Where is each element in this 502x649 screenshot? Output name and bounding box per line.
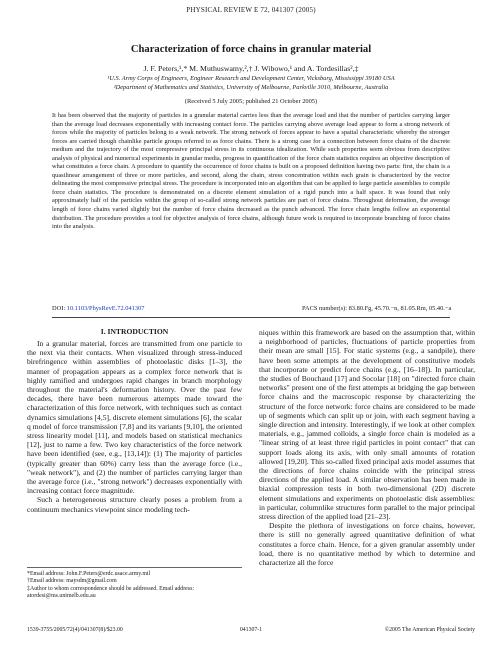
footnote-correspondence: ‡Author to whom correspondence should be addressed. Email address: atordesi@ms.unimelb.edu.au [27,585,195,600]
affiliation-1: ¹U.S. Army Corps of Engineers, Engineer Research and Development Center, Vicksburg, Mississippi 39180 USA [107,75,395,82]
left-column [27,327,242,514]
doi-link[interactable]: 10.1103/PhysRevE.72.041307 [66,305,145,312]
footer-issn: 1539-3755/2005/72(4)/041307(8)/$23.00 [27,627,123,633]
footnote-email-peters: *Email address: John.F.Peters@erdc.usace.army.mil [27,571,151,577]
section-heading: I. INTRODUCTION [100,327,169,336]
intro-paragraph-4: Despite the plethora of investigations on force chains, however, there is still no generally agreed quantitative definition of what constitutes a force chain. Hence, for a given granular assembly under load, there is no quantitative method by which to determine and characterize all the force [259,521,475,568]
right-column [259,328,475,567]
pacs-numbers: PACS number(s): 83.80.Fg, 45.70.−n, 81.05.Rm, 05.40.−a [302,305,452,312]
footer-copyright: ©2005 The American Physical Society [384,627,475,633]
intro-paragraph-2: Such a heterogeneous structure clearly poses a problem from a continuum mechanics viewpoint since modeling tech- [27,495,242,514]
footer-page-number: 041307-1 [239,627,263,633]
running-head: PHYSICAL REVIEW E 72, 041307 (2005) [186,6,316,14]
abstract: It has been observed that the majority of particles in a granular material carries less than the average load and that the number of particles carrying larger than the average load decreases exponentially with increasing contact force. The particles carrying above average load appear to form a strong network of forces while the majority of particles belong to a weak network. The strong network of forces appear to have a spatial characteristic whereby the stronger forces are carried though chainlike particle groups referred to as force chains. There is a strong case for a connection between force chains of the discrete medium and the trajectory of the most compressive principal stress in its continuous idealization. While such properties seem obvious from descriptive analysis of physical and numerical experiments in granular media, progress in quantification of the force chain statistics requires an objective description of what constitutes a force chain. A procedure to quantify the occurrence of force chains is built on a proposed definition having two parts: first, the chain is a quasilinear arrangement of three or more particles, and second, along the chain, stress concentration within each grain is characterized by the vector delineating the most compressive principal stress. The procedure is incorporated into an algorithm that can be applied to large particle assemblies to compile force chain statistics. The procedure is demonstrated on a discrete element simulation of a rigid punch into a half space. It was found that only approximately half of the particles within the group of so-called strong network particles are part of force chains. Throughout deformation, the average length of force chains varied slightly but the number of force chains decreased as the punch advanced. The force chain lengths follow an exponential distribution. The procedure provides a tool for objective analysis of force chains, although future work is required to incorporate branching of force chains into the analysis. [52,112,450,231]
received-dates: (Received 5 July 2005; published 21 October 2005) [184,98,318,105]
intro-paragraph-3: niques within this framework are based on the assumption that, within a neighborhood of particles, fluctuations of particle properties from their mean are small [15]. For static systems (e.g., a sandpile), there have been some attempts at the development of constitutive models that incorporate or predict force chains (e.g., [16–18]). In particular, the studies of Bouchaud [17] and Socolar [18] on "directed force chain networks" present one of the first attempts at bridging the gap between force chains and the macroscopic response by characterizing the structure of the force network: force chains are considered to be made up of segments which can split up or join, with each segment having a single direction and intensity. Interestingly, if we look at other complex materials, e.g., jammed colloids, a single force chain is modeled as a "linear string of at least three rigid particles in point contact" that can support loads along its axis, with only small amounts of rotation allowed [19,20]. This so-called fixed principal axis model assumes that the directions of force chains coincide with the principal stress directions of the applied load. A similar observation has been made in biaxial compression tests in both two-dimensional (2D) discrete element simulations and experiments on photoelastic disk assemblies: in particular, columnlike structures form parallel to the major principal stress direction of the applied load [21–23]. [259,328,475,522]
footnotes [27,567,242,601]
footnote-email-muthuswamy: †Email address: maysdm@gmail.com [27,578,117,585]
doi-label: DOI: [52,305,66,312]
doi-line [52,305,144,312]
paper-title: Characterization of force chains in granular material [130,44,372,55]
affiliation-2: ²Department of Mathematics and Statistics, University of Melbourne, Parkville 3010, Melbourne, Australia [113,83,389,91]
abstract-divider [52,317,450,318]
author-list: J. F. Peters,¹,* M. Muthuswamy,²,† J. Wibowo,¹ and A. Tordesillas²,‡ [143,64,359,73]
intro-paragraph-1: In a granular material, forces are transmitted from one particle to the next via their contacts. When visualized through stress-induced birefringence within assemblies of photoelastic disks [1–3], the manner of propagation appears as a complex force network that is highly ramified and undergoes rapid changes in branch morphology throughout the material's deformation history. Over the past few decades, there have been numerous attempts made toward the characterization of this force network, with techniques such as contact dynamics simulations [4,5], discrete element simulations [6], the scalar q model of force transmission [7,8] and its variants [9,10], the oriented stress linearity model [11], and models based on statistical mechanics [12], just to name a few. Two key characteristics of the force network have been identified (see, e.g., [13,14]): (1) The majority of particles (typically greater than 60%) carry less than the average force (i.e., "weak network"), and (2) the number of particles carrying larger than the average force (i.e., "strong network") decreases exponentially with increasing contact force magnitude. [27,339,242,496]
